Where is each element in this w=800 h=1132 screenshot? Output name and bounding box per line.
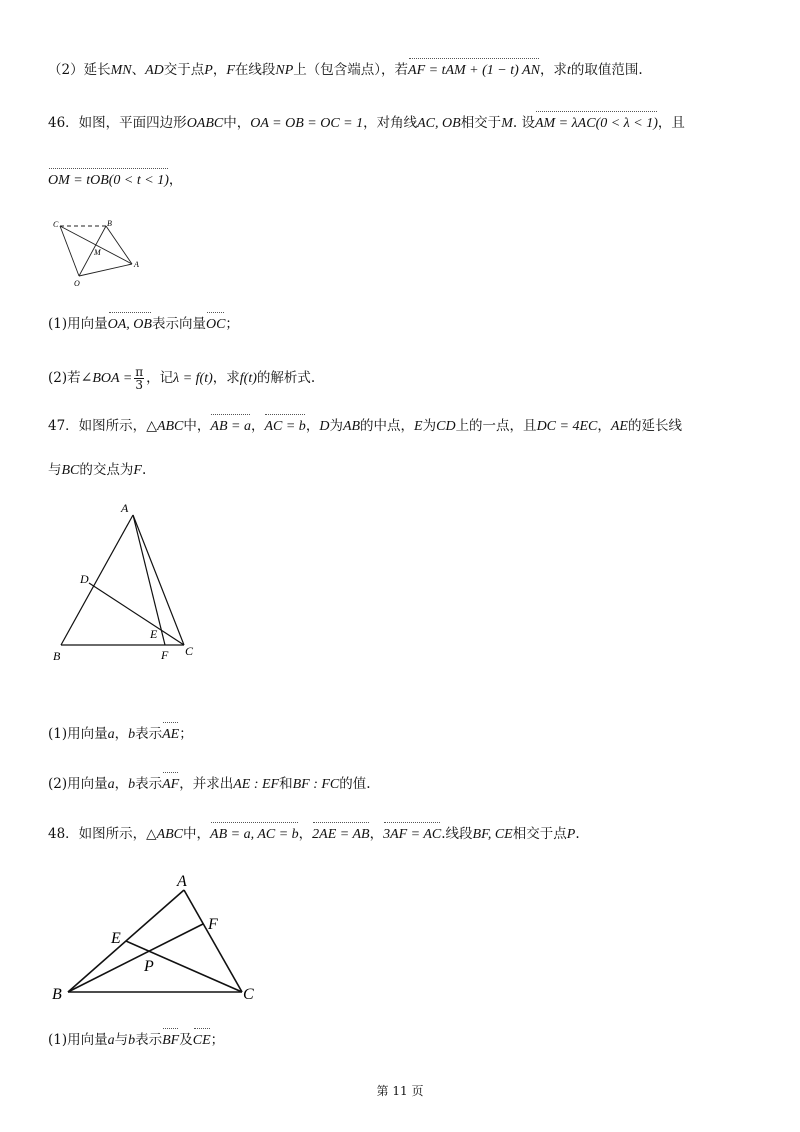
p46-label-A: A <box>134 260 139 269</box>
p48-label-F: F <box>208 916 218 933</box>
p45-part2: （2）延长MN、AD交于点P，F在线段NP上（包含端点），若AF = tAM + (1 − t) AN，求t的取值范围. <box>48 60 760 81</box>
p48-q1: (1)用向量a与b表示BF及CE； <box>48 1030 760 1051</box>
p48-stem: 48．如图所示，△ABC中，AB = a, AC = b，2AE = AB，3AF = AC.线段BF, CE相交于点P. <box>48 824 760 845</box>
p47-label-F: F <box>161 648 169 662</box>
p46-stem-line1: 46．如图，平面四边形OABC中，OA = OB = OC = 1，对角线AC, OB相交于M. 设AM = λAC(0 < λ < 1)，且 <box>48 113 760 134</box>
p47-q1: (1)用向量a，b表示AE； <box>48 724 760 745</box>
p47-stem-line2: 与BC的交点为F. <box>48 462 147 478</box>
p47-q2: (2)用向量a，b表示AF，并求出AE : EF和BF : FC的值. <box>48 774 760 795</box>
p46-q2: (2)若∠BOA = $\frac{\pi}{3}$ ，记λ = f(t)，求f(t)的解析式. <box>48 365 316 392</box>
p47-label-B: B <box>53 649 61 663</box>
p47-label-C: C <box>185 644 194 658</box>
p46-stem-line2: OM = tOB(0 < t < 1)， <box>48 170 760 191</box>
p46-label-B: B <box>107 219 112 228</box>
p46-label-C: C <box>53 220 59 229</box>
p46-label-O: O <box>74 279 80 288</box>
p47-label-D: D <box>80 572 89 586</box>
p47-stem-line1: 47．如图所示，△ABC中，AB = a，AC = b，D为AB的中点，E为CD上的一点，且DC = 4EC，AE的延长线 <box>48 416 760 437</box>
fraction-pi-3: $\frac{\pi}{3}$ <box>135 365 144 392</box>
p48-figure <box>46 868 276 1008</box>
p48-label-C: C <box>243 986 254 1003</box>
p46-label-M: M <box>94 248 101 257</box>
p46-q1: (1)用向量OA, OB表示向量OC； <box>48 314 760 335</box>
p48-label-E: E <box>111 930 121 947</box>
p48-label-P: P <box>144 958 154 975</box>
p48-label-B: B <box>52 986 62 1003</box>
p47-label-A: A <box>121 501 129 515</box>
p48-label-A: A <box>177 873 187 890</box>
p47-figure <box>46 498 206 668</box>
page-number: 第 11 页 <box>376 1084 424 1098</box>
p47-label-E: E <box>150 627 158 641</box>
p45-formula: AF = tAM + (1 − t) AN <box>408 61 540 81</box>
p46-figure <box>46 214 146 290</box>
